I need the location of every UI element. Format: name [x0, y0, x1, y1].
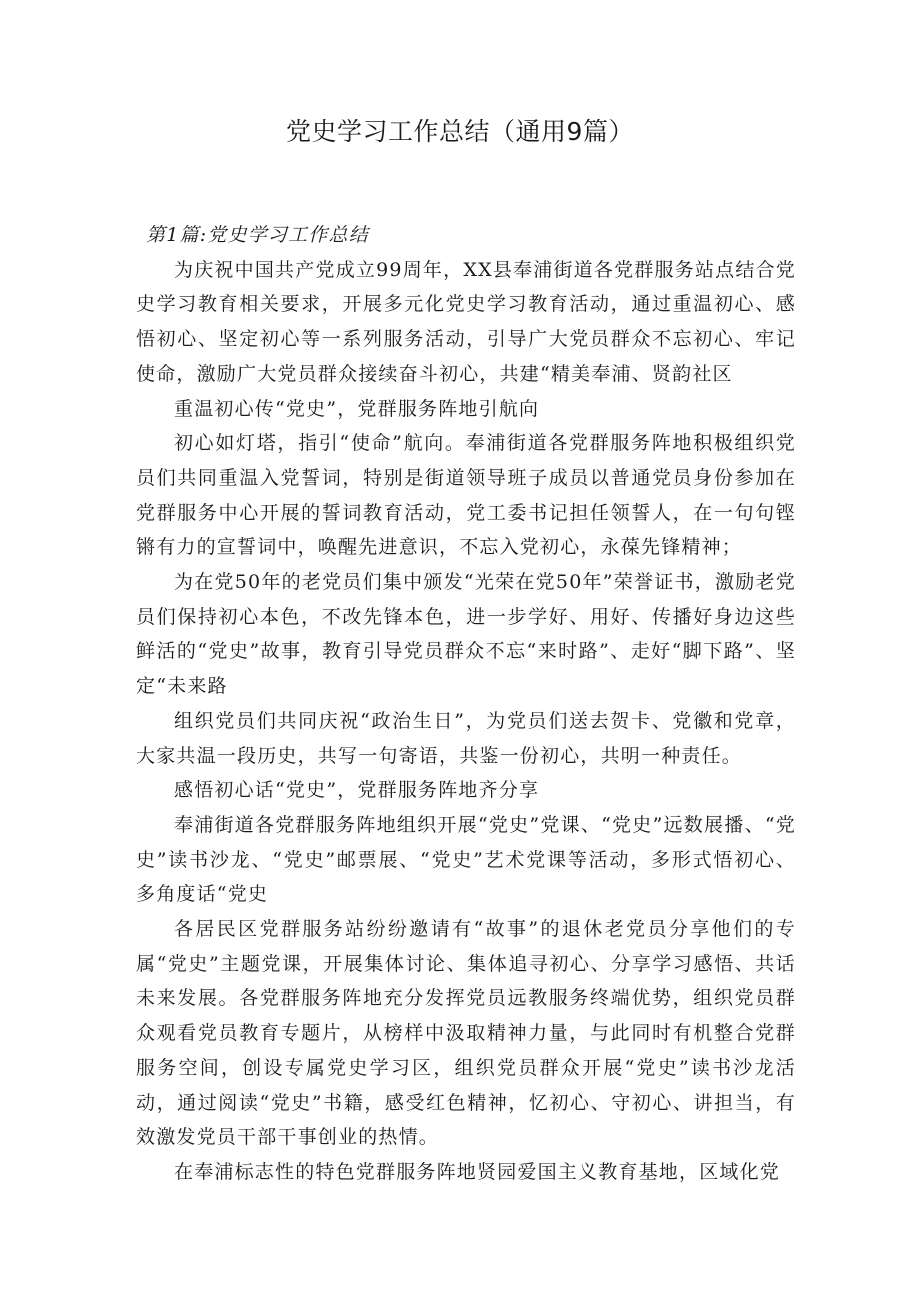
paragraph: 各居民区党群服务站纷纷邀请有“故事”的退休老党员分享他们的专属“党史”主题党课，开展集体讨论、集体追寻初心、分享学习感悟、共话未来发展。各党群服务阵地充分发挥党员远教服务终端优势，组织党员群众观看党员教育专题片，从榜样中汲取精神力量，与此同时有机整合党群服务空间，创设专属党史学习区，组织党员群众开展“党史”读书沙龙活动，通过阅读“党史”书籍，感受红色精神，忆初心、守初心、讲担当，有效激发党员干部干事创业的热情。	[136, 918, 796, 1149]
section-heading: 第1篇:党史学习工作总结	[146, 224, 369, 246]
document-title: 党史学习工作总结（通用9篇）	[286, 117, 634, 146]
paragraph: 重温初心传“党史”，党群服务阵地引航向	[174, 397, 540, 420]
paragraph: 为庆祝中国共产党成立99周年，XX县奉浦街道各党群服务站点结合党史学习教育相关要求，开展多元化党史学习教育活动，通过重温初心、感悟初心、坚定初心等一系列服务活动，引导广大党员群众不忘初心、牢记使命，激励广大党员群众接续奋斗初心，共建“精美奉浦、贤韵社区	[136, 258, 796, 385]
paragraph: 为在党50年的老党员们集中颁发“光荣在党50年”荣誉证书，激励老党员们保持初心本色，不改先锋本色，进一步学好、用好、传播好身边这些鲜活的“党史”故事，教育引导党员群众不忘“来时路”、走好“脚下路”、坚定“未来路	[136, 571, 796, 698]
paragraph: 组织党员们共同庆祝“政治生日”，为党员们送去贺卡、党徽和党章，大家共温一段历史，共写一句寄语，共鉴一份初心，共明一种责任。	[136, 709, 796, 767]
document-body	[136, 218, 796, 1190]
paragraph: 初心如灯塔，指引“使命”航向。奉浦街道各党群服务阵地积极组织党员们共同重温入党誓词，特别是街道领导班子成员以普通党员身份参加在党群服务中心开展的誓词教育活动，党工委书记担任领誓人，在一句句铿锵有力的宣誓词中，唤醒先进意识，不忘入党初心，永葆先锋精神；	[136, 432, 796, 559]
paragraph: 感悟初心话“党史”，党群服务阵地齐分享	[174, 779, 540, 802]
paragraph: 奉浦街道各党群服务阵地组织开展“党史”党课、“党史”远数展播、“党史”读书沙龙、“党史”邮票展、“党史”艺术党课等活动，多形式悟初心、多角度话“党史	[136, 813, 796, 906]
paragraph: 在奉浦标志性的特色党群服务阵地贤园爱国主义教育基地，区域化党	[174, 1160, 781, 1183]
